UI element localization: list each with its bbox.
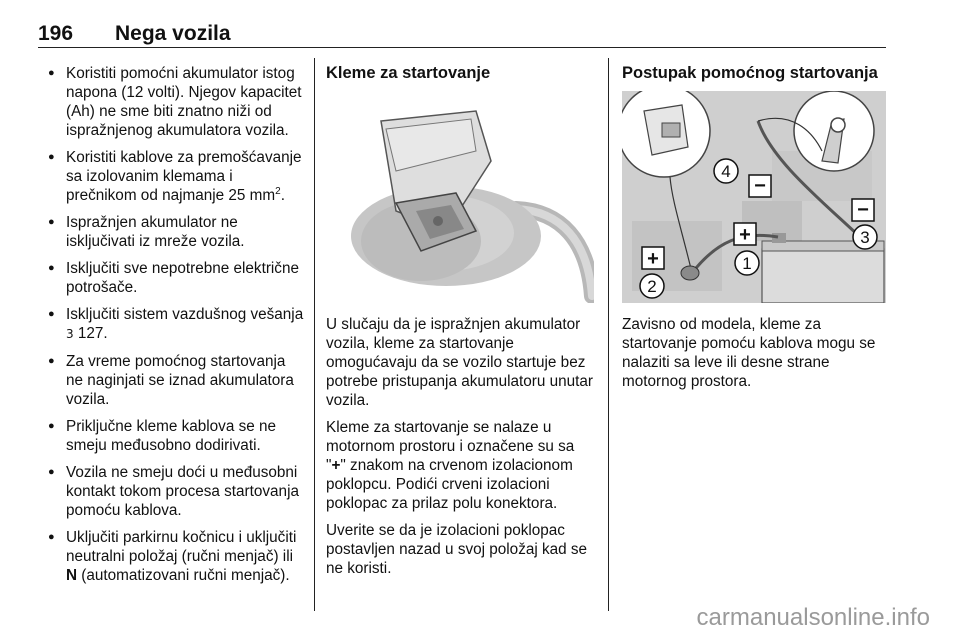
column-divider [608,58,609,611]
superscript: 2 [275,185,281,197]
jump-start-terminal-illustration [326,91,594,303]
list-item: ● Priključne kleme kablova se ne smeju međusobno dodirivati. [48,417,304,455]
paragraph: Zavisno od modela, kleme za startovanje pomoću kablova mogu se nalaziti sa leve ili desne strane motornog prostora. [622,316,876,390]
minus-sign-battery: − [857,199,869,221]
column-2 [326,64,594,586]
list-item: ● Za vreme pomoćnog startovanja ne naginjati se iznad akumulatora vozila. [48,352,304,409]
paragraph: U slučaju da je ispražnjen akumulator vozila, kleme za startovanje omogućavaju da se vozilo startuje bez potrebe pristupanja akumulatoru unutar vozila. [326,316,594,409]
paragraph: Uverite se da je izolacioni poklopac postavljen nazad u svoj položaj kad se ne koristi. [326,522,588,577]
column-3 [622,64,888,399]
section-title: Kleme za startovanje [326,64,491,82]
callout-3: 3 [860,228,870,247]
paragraph: Kleme za startovanje se nalaze u motornom prostoru i označene su sa "+" znakom na crvenom izolacionom poklopcu. Podići crveni izolacioni poklopac za prilaz polu konektora. [326,419,575,512]
list-item: ● Koristiti kablove za premošćavanje sa izolovanim klemama i prečnikom od najmanje 25 $mm^2$. [48,148,304,205]
list-item: ● Isključiti sistem vazdušnog vešanja 3 127. [48,305,304,344]
callout-2: 2 [647,277,657,296]
bullet-list [48,64,304,585]
list-item: ● Uključiti parkirnu kočnicu i uključiti neutralni položaj (ručni menjač) ili N (automatizovani ručni menjač). [48,528,304,585]
page-number: 196 [38,22,74,45]
plus-sign-terminal: + [647,248,659,270]
cross-reference-page: 127. [73,325,108,342]
column-1 [48,64,304,593]
plus-sign-battery: + [739,224,751,246]
minus-sign-earth: − [754,175,766,197]
plus-icon: + [331,457,341,474]
callout-1: 1 [742,254,752,273]
watermark: carmanualsonline.info [696,604,930,631]
cross-reference-arrow-icon: 3 [66,327,74,341]
list-item: ● Koristiti pomoćni akumulator istog napona (12 volti). Njegov kapacitet (Ah) ne sme biti znatno niži od ispražnjenog akumulatora vozila. [48,64,304,140]
list-item: ● Isključiti sve nepotrebne električne potrošače. [48,259,304,297]
list-item: ● Ispražnjen akumulator ne isključivati iz mreže vozila. [48,213,304,251]
column-divider [314,58,315,611]
section-title: Postupak pomoćnog startovanja [622,64,878,82]
page-title: Nega vozila [115,22,231,45]
jump-start-procedure-illustration [622,91,886,303]
callout-4: 4 [721,162,731,181]
list-item: ● Vozila ne smeju doći u međusobni kontakt tokom procesa startovanja pomoću kablova. [48,463,304,520]
page-header [38,14,886,48]
